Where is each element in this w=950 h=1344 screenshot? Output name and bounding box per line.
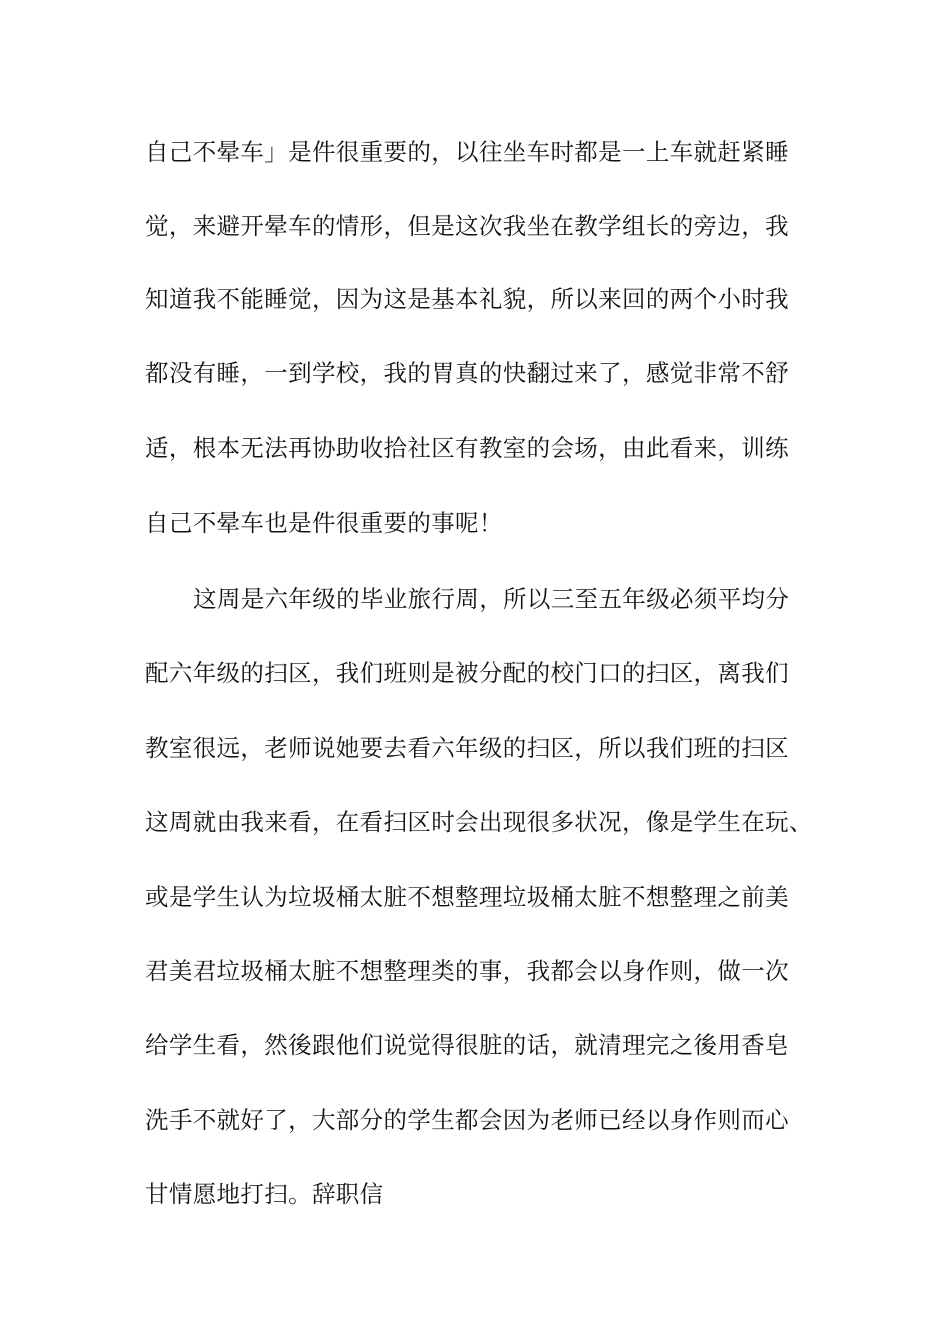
text-line: 自己不晕车也是件很重要的事呢！ [145,509,503,537]
text-line: 君美君垃圾桶太脏不想整理类的事，我都会以身作则，做一次 [145,957,789,985]
text-line: 或是学生认为垃圾桶太脏不想整理垃圾桶太脏不想整理之前美 [145,883,789,911]
text-line: 觉，来避开晕车的情形，但是这次我坐在教学组长的旁边，我 [145,212,789,240]
text-line: 都没有睡，一到学校，我的胃真的快翻过来了，感觉非常不舒 [145,359,789,387]
text-line: 给学生看，然後跟他们说觉得很脏的话，就清理完之後用香皂 [145,1031,789,1059]
text-line: 配六年级的扫区，我们班则是被分配的校门口的扫区，离我们 [145,659,789,687]
text-line: 这周就由我来看，在看扫区时会出现很多状况，像是学生在玩、 [145,808,813,836]
text-line: 知道我不能睡觉，因为这是基本礼貌，所以来回的两个小时我 [145,285,789,313]
text-line: 自己不晕车」是件很重要的，以往坐车时都是一上车就赶紧睡 [145,138,789,166]
text-line: 教室很远，老师说她要去看六年级的扫区，所以我们班的扫区 [145,734,789,762]
paragraph-first-line: 这周是六年级的毕业旅行周，所以三至五年级必须平均分 [193,585,790,613]
text-line: 洗手不就好了，大部分的学生都会因为老师已经以身作则而心 [145,1106,789,1134]
text-line: 甘情愿地打扫。辞职信 [145,1180,384,1208]
text-line: 适，根本无法再协助收拾社区有教室的会场，由此看来，训练 [145,434,789,462]
